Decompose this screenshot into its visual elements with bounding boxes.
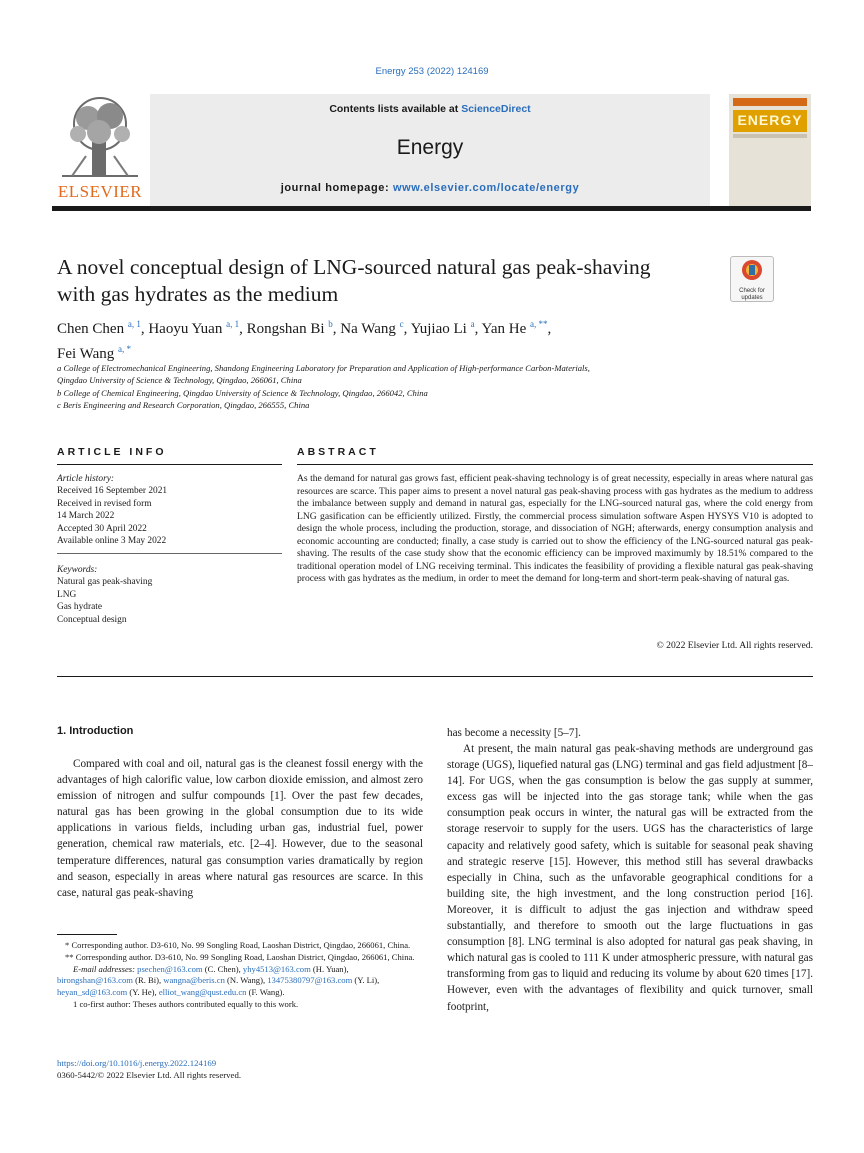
author-list [57, 314, 757, 364]
abstract-copyright: © 2022 Elsevier Ltd. All rights reserved. [656, 640, 813, 651]
email-link[interactable]: wangna@beris.cn [163, 975, 225, 986]
email-owner: (N. Wang), [224, 975, 268, 986]
email-owner: (R. Bi), [132, 975, 164, 986]
history-online: Available online 3 May 2022 [57, 536, 167, 547]
keyword-item: Natural gas peak-shaving [57, 577, 153, 588]
crossmark-label [731, 288, 773, 301]
email-link[interactable]: birongshan@163.com [57, 975, 133, 986]
footnotes [57, 940, 423, 1011]
sciencedirect-link[interactable]: ScienceDirect [461, 103, 531, 115]
crossmark-label-2: updates [741, 294, 763, 301]
affiliation-b: b College of Chemical Engineering, Qingdao University of Science & Technology, Qingdao, 266042, China [57, 387, 428, 398]
affiliation-c: c Beris Engineering and Research Corporation, Qingdao, 266555, China [57, 399, 310, 410]
affiliation-a: a College of Electromechanical Engineering, Shandong Engineering Laboratory for Preparation and Application of High-performance Carbon-Materials, [57, 363, 590, 373]
author-line-1: Chen Chen $^{a, 1}$, Haoyu Yuan $^{a, 1}$, Rongshan Bi $^b$, Na Wang $^c$, Yujiao Li $^a$, Yan He $^{a, **}$, [57, 319, 552, 337]
journal-name: Energy [396, 136, 464, 159]
email-owner: (C. Chen), [202, 963, 243, 974]
author-rongshan-bi: Rongshan Bi $^b$ [246, 319, 333, 337]
journal-citation[interactable]: Energy 253 (2022) 124169 [375, 66, 489, 77]
email-owner: (Y. Li), [352, 975, 380, 986]
email-link[interactable]: yhy4513@163.com [242, 963, 311, 974]
email-owner: (H. Yuan), [310, 963, 349, 974]
cover-title: ENERGY [737, 112, 803, 128]
doi-link[interactable]: https://doi.org/10.1016/j.energy.2022.124169 [57, 1058, 217, 1068]
contents-prefix: Contents lists available at [329, 103, 462, 115]
info-rule-top [57, 464, 282, 465]
author-line-2 [57, 339, 757, 364]
cover-top-band [733, 98, 807, 106]
check-for-updates-badge[interactable] [730, 256, 774, 302]
email-link[interactable]: elliot_wang@qust.edu.cn [158, 987, 247, 998]
keyword-item: Conceptual design [57, 614, 127, 625]
history-accepted: Accepted 30 April 2022 [57, 523, 147, 534]
author-na-wang: Na Wang $^c$ [340, 319, 404, 337]
article-history [57, 473, 282, 547]
email-owner: (Y. He), [127, 987, 159, 998]
keyword-item: Gas hydrate [57, 602, 103, 613]
history-received: Received 16 September 2021 [57, 486, 168, 497]
issn-copyright: 0360-5442/© 2022 Elsevier Ltd. All rights reserved. [57, 1070, 242, 1080]
footnote-corresponding-1: * Corresponding author. D3-610, No. 99 Songling Road, Laoshan District, Qingdao, 266061, China. [65, 940, 411, 950]
journal-cover[interactable] [729, 94, 811, 206]
homepage-link[interactable]: www.elsevier.com/locate/energy [392, 182, 580, 194]
article-title-line-1: A novel conceptual design of LNG-sourced natural gas peak-shaving [57, 255, 651, 279]
email-link[interactable]: heyan_sd@163.com [57, 987, 128, 998]
article-info-heading: ARTICLE INFO [57, 446, 167, 458]
header-rule [52, 206, 811, 211]
author-chen-chen: Chen Chen $^{a, 1}$ [57, 319, 141, 337]
author-fei-wang: Fei Wang $^{a, *}$ [57, 344, 132, 362]
keyword-item: LNG [57, 589, 77, 600]
contents-available-line [150, 103, 710, 115]
email-link[interactable]: psechen@163.com [137, 963, 203, 974]
history-revised: Received in revised form [57, 498, 152, 509]
journal-header [150, 94, 710, 206]
article-title [57, 254, 717, 308]
crossmark-label-1: Check for [739, 288, 765, 294]
email-label: E-mail addresses: [73, 963, 135, 974]
affiliation-a-cont: Qingdao University of Science & Technology, Qingdao, 266061, China [57, 375, 302, 386]
section-heading-introduction: 1. Introduction [57, 725, 134, 737]
crossmark-icon [731, 257, 773, 283]
info-rule-mid [57, 553, 282, 554]
article-footer [57, 1057, 457, 1081]
cover-line [733, 134, 807, 138]
footnote-corresponding-2: ** Corresponding author. D3-610, No. 99 Songling Road, Laoshan District, Qingdao, 266061, China. [65, 951, 415, 962]
abstract-text: As the demand for natural gas grows fast, efficient peak-shaving technology is of great necessity, especially in areas where natural gas resources are scarce. This paper aims to present a novel natural gas peak-shaving process with gas hydrates as the medium to address the imbalance between supply and demand in natural gas, especially for the LNG-sourced natural gas, where the cold energy from LNG gasification can be efficiently utilized. Firstly, the commercial process simulation software Aspen HYSYS V10 is adopted to design the whole process, including the production, storage, and dissociation of NGH; afterwards, energy consumption analysis and economic accounting are conducted; finally, a case study is carried out to show the efficiency of the LNG-sourced natural gas peak-shaving. The results of the case study show that the economic efficiency can be improved maximumly by 18.51% compared to the traditional operation model of LNG receiving terminal. This indicates the feasibility of providing a flexible natural gas peak-shaving process with gas hydrates as the medium, in order to meet the demand for long-term and short-term peak-shaving of natural gas. [297, 473, 813, 585]
intro-paragraph-right: At present, the main natural gas peak-shaving methods are underground gas storage (UGS), liquefied natural gas (LNG) terminal and gas field adjustment [8–14]. For UGS, when the gas consumption is below the gas supply at summer, excess gas will be injected into the gas storage tank; while when the gas consumption peak occurs in winter, the natural gas will be extracted from the storage reservoir to supply for the users. UGS has the characteristics of large capacity and relatively good safety, which is suitable for seasonal peak shaving and strategic reserve [15]. However, this method still has several drawbacks especially in China, such as the unfavorable geographical conditions for a building site, the high investment, and the long construction period [16]. Moreover, it is difficult to adjust the gas injection and withdraw speed substantially, and therefore to smooth out the large fluctuations in gas consumption [8]. LNG terminal is also adopted for natural gas peak shaving, in which natural gas is cooled to 111 K under atmospheric pressure, with natural gas transforming from gas to liquid and reducing its volume by about 620 times [17]. However, even with the advantages of flexibility and quick turnover, small footprint, [447, 743, 813, 1013]
history-revised-date: 14 March 2022 [57, 511, 115, 522]
journal-homepage-line [150, 182, 710, 194]
email-owner: (F. Wang). [246, 987, 285, 998]
abstract-rule-top [297, 464, 813, 465]
keywords-label: Keywords: [57, 565, 98, 575]
footnote-emails [57, 964, 423, 999]
keywords [57, 564, 282, 626]
elsevier-wordmark: ELSEVIER [57, 182, 143, 201]
homepage-prefix: journal homepage: [280, 182, 393, 194]
affiliations [57, 362, 797, 411]
abstract-heading: ABSTRACT [297, 446, 379, 458]
footnote-rule [57, 934, 117, 935]
intro-paragraph-right-start: has become a necessity [5–7]. [447, 727, 581, 739]
email-link[interactable]: 13475380797@163.com [267, 975, 353, 986]
author-yan-he: Yan He $^{a, **}$ [481, 319, 548, 337]
abstract-rule-bottom [57, 676, 813, 677]
author-haoyu-yuan: Haoyu Yuan $^{a, 1}$ [148, 319, 240, 337]
article-title-line-2: with gas hydrates as the medium [57, 282, 339, 306]
footnote-cofirst: 1 co-first author: Theses authors contributed equally to this work. [73, 998, 299, 1009]
history-label: Article history: [57, 474, 115, 484]
author-yujiao-li: Yujiao Li $^a$ [410, 319, 475, 337]
elsevier-tree-icon [52, 94, 148, 180]
intro-paragraph-left: Compared with coal and oil, natural gas is the cleanest fossil energy with the advantages of high calorific value, low carbon dioxide emission, and almost zero emission of nitrogen and sulfur compounds [1]. Over the past few decades, natural gas has been growing in the global consumption due to its wide applications in various fields, including urban gas, industrial fuel, power generation, chemical raw materials, etc. [2–4]. However, due to the seasonal temperature differences, natural gas consumption varies dramatically by region and season, especially in areas where natural gas resources are scarce. In this case, natural gas peak-shaving [57, 758, 423, 899]
